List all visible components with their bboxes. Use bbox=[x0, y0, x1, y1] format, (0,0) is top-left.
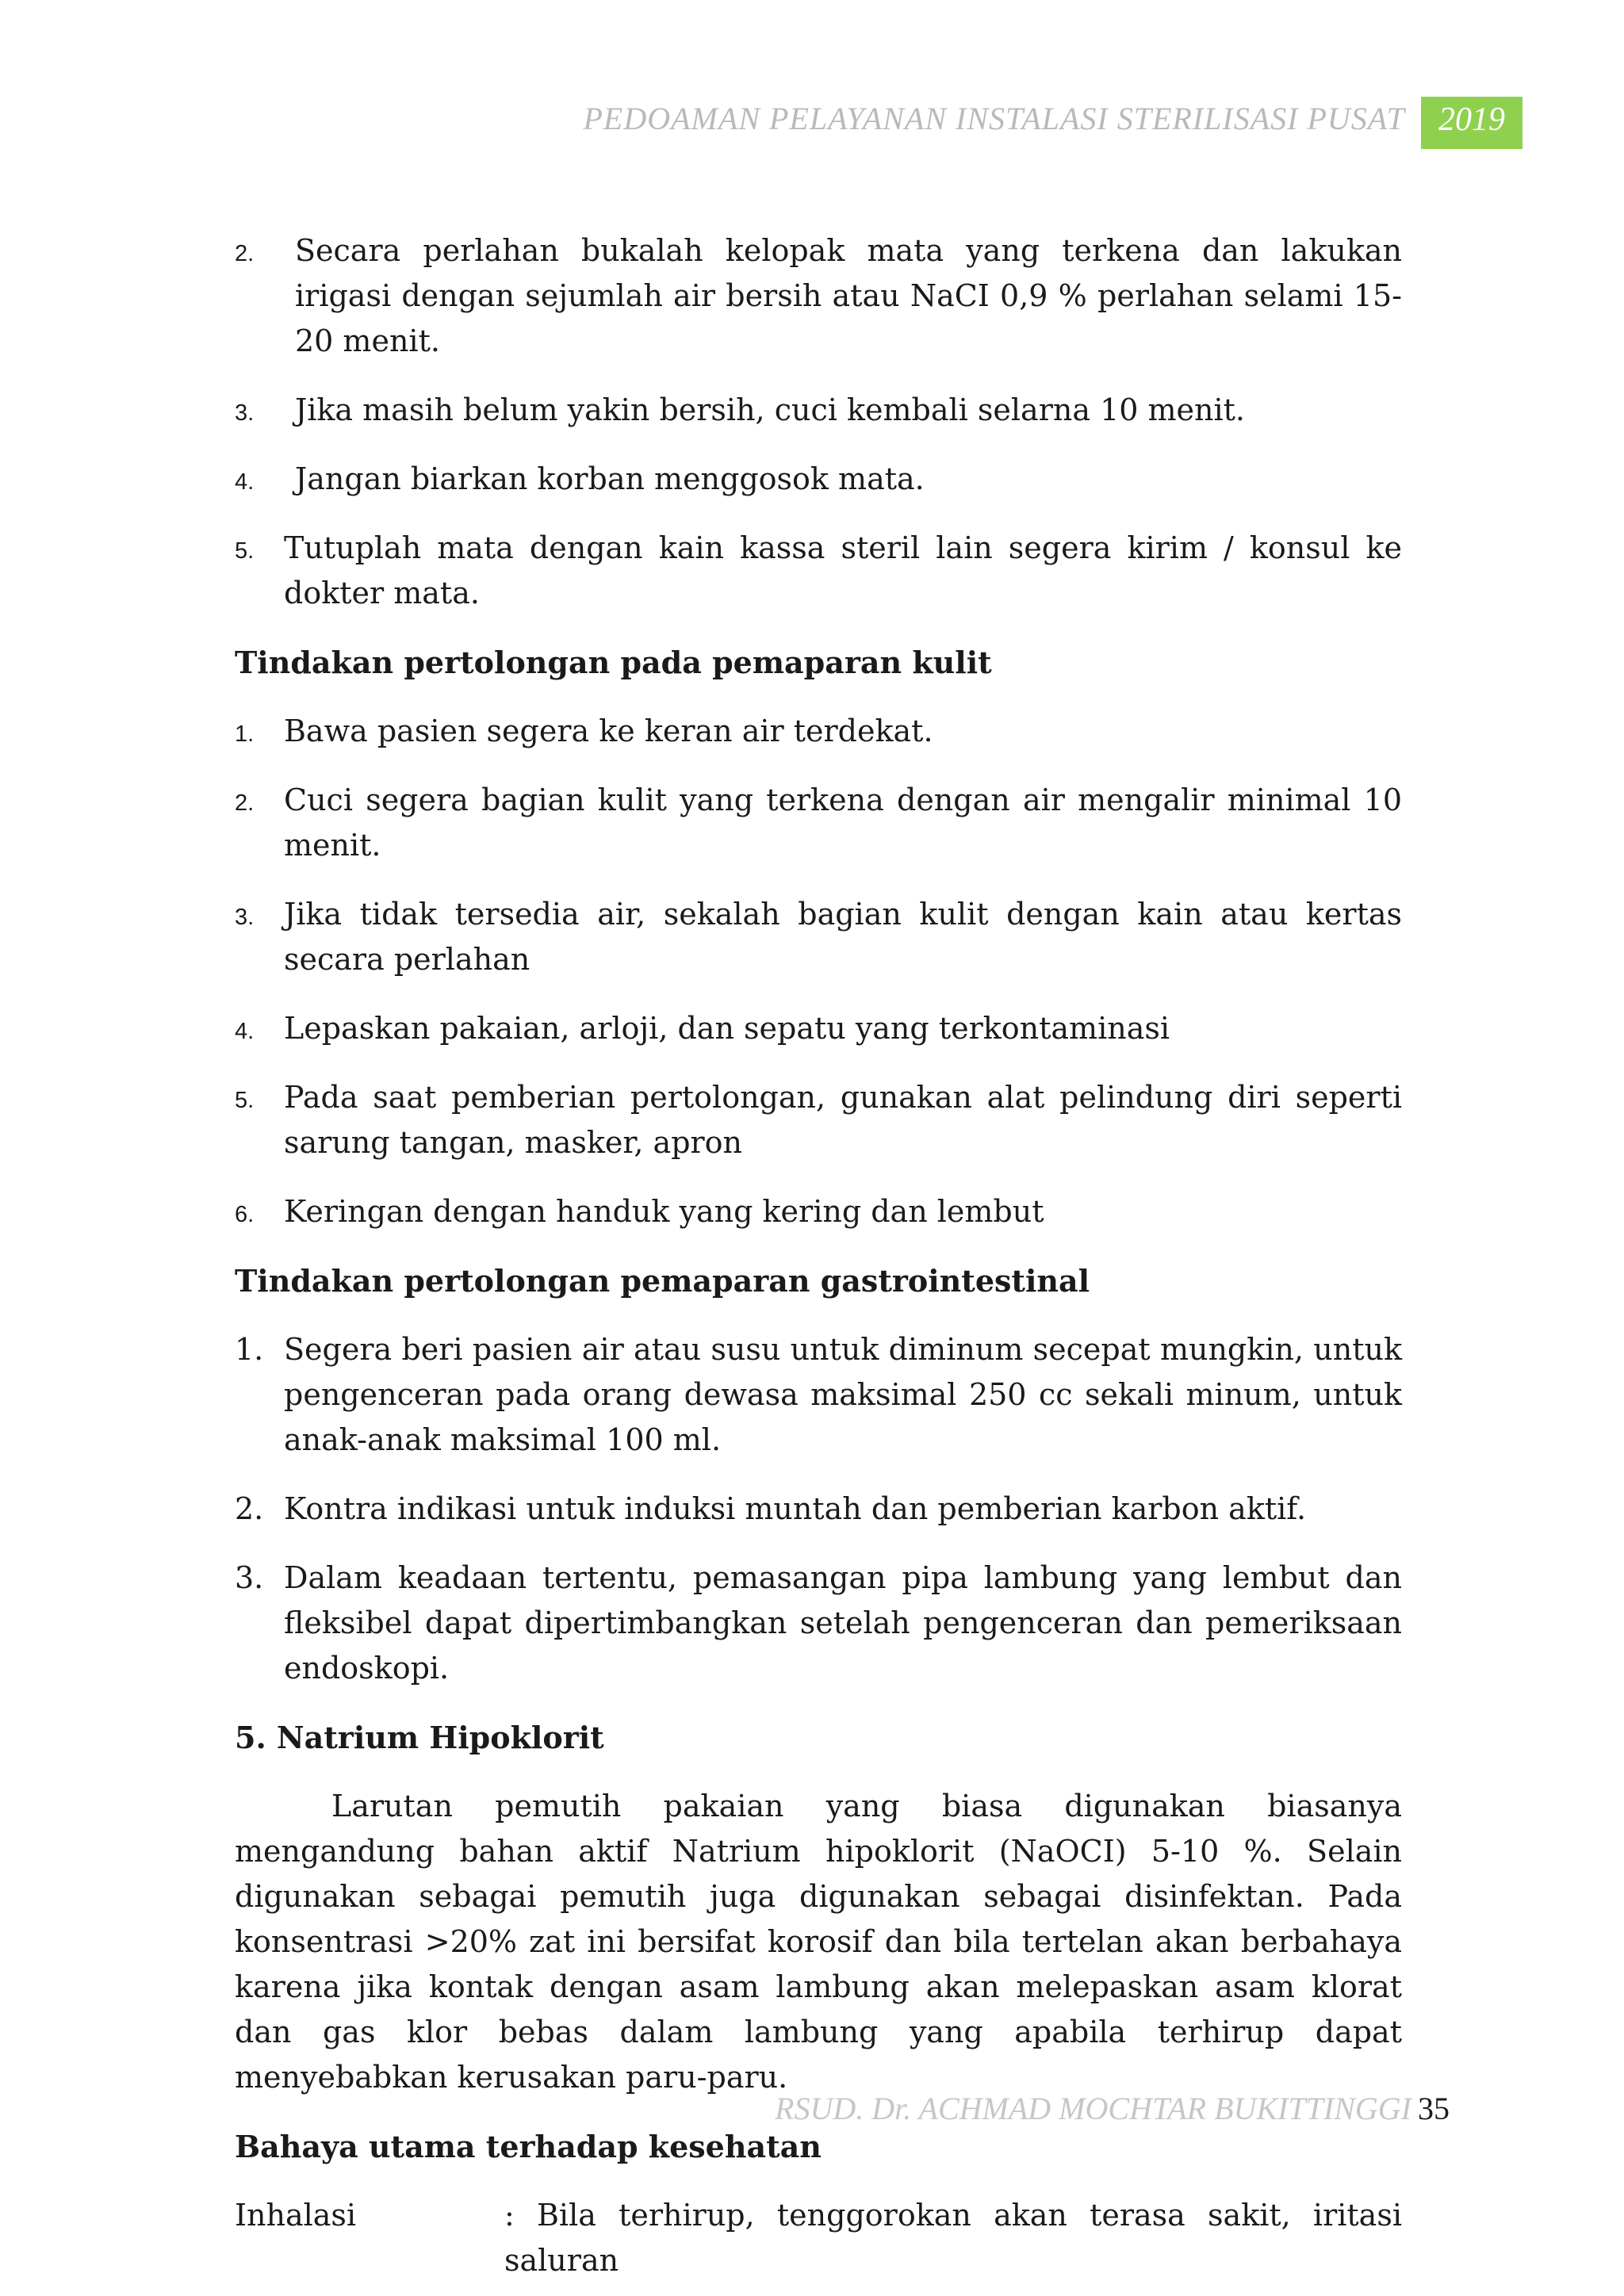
list-text: Pada saat pemberian pertolongan, gunakan alat pelindung diri seperti sarung tangan, masker, apron bbox=[284, 1080, 1402, 1160]
document-title: PEDOAMAN PELAYANAN INSTALASI STERILISASI PUSAT bbox=[583, 101, 1405, 136]
hospital-name: RSUD. Dr. ACHMAD MOCHTAR BUKITTINGGI bbox=[775, 2091, 1411, 2126]
list-item bbox=[235, 1556, 1402, 1691]
list-item bbox=[235, 457, 1402, 502]
list-number: 1. bbox=[235, 1332, 264, 1367]
list-text: Keringan dengan handuk yang kering dan lembut bbox=[284, 1194, 1044, 1229]
list-item bbox=[235, 892, 1402, 982]
list-text: Segera beri pasien air atau susu untuk diminum secepat mungkin, untuk pengenceran pada orang dewasa maksimal 250 cc sekali minum, untuk anak-anak maksimal 100 ml. bbox=[284, 1332, 1402, 1457]
list-item bbox=[235, 1006, 1402, 1051]
list-item bbox=[235, 1487, 1402, 1532]
list-item bbox=[235, 1075, 1402, 1165]
list-number: 3. bbox=[235, 400, 255, 426]
list-number: 4. bbox=[235, 469, 255, 495]
list-text: Dalam keadaan tertentu, pemasangan pipa lambung yang lembut dan fleksibel dapat dipertimbangkan setelah pengenceran dan pemeriksaan endoskopi. bbox=[284, 1560, 1402, 1686]
eye-steps-list bbox=[235, 228, 1402, 616]
list-item bbox=[235, 228, 1402, 364]
hazard-term: Inhalasi bbox=[235, 2198, 357, 2233]
list-text: Secara perlahan bukalah kelopak mata yang terkena dan lakukan irigasi dengan sejumlah air bersih atau NaCI 0,9 % perlahan selami 15-20 menit. bbox=[295, 233, 1402, 358]
list-text: Bawa pasien segera ke keran air terdekat. bbox=[284, 714, 933, 748]
list-item bbox=[235, 1327, 1402, 1463]
list-number: 6. bbox=[235, 1202, 255, 1227]
list-number: 2. bbox=[235, 241, 255, 266]
list-text: Cuci segera bagian kulit yang terkena dengan air mengalir minimal 10 menit. bbox=[284, 783, 1402, 863]
section-heading-natrium: 5. Natrium Hipoklorit bbox=[235, 1720, 604, 1755]
list-item bbox=[235, 526, 1402, 616]
list-number: 3. bbox=[235, 1560, 264, 1595]
page-footer bbox=[775, 2090, 1450, 2127]
list-item bbox=[235, 388, 1402, 433]
year-badge: 2019 bbox=[1421, 97, 1522, 149]
section-heading-hazard: Bahaya utama terhadap kesehatan bbox=[235, 2129, 822, 2164]
list-item bbox=[235, 778, 1402, 868]
section-heading-gastro: Tindakan pertolongan pemaparan gastrointestinal bbox=[235, 1263, 1090, 1299]
list-text: Jika masih belum yakin bersih, cuci kembali selarna 10 menit. bbox=[295, 392, 1246, 427]
list-text: Kontra indikasi untuk induksi muntah dan pemberian karbon aktif. bbox=[284, 1491, 1307, 1526]
page-number: 35 bbox=[1418, 2091, 1450, 2126]
list-number: 2. bbox=[235, 790, 255, 816]
list-number: 5. bbox=[235, 1088, 255, 1113]
list-text: Jika tidak tersedia air, sekalah bagian kulit dengan kain atau kertas secara perlahan bbox=[284, 897, 1402, 977]
hazard-description: : Bila terhirup, tenggorokan akan terasa sakit, iritasi saluran bbox=[504, 2198, 1402, 2278]
list-number: 4. bbox=[235, 1019, 255, 1044]
list-item bbox=[235, 1189, 1402, 1234]
list-text: Lepaskan pakaian, arloji, dan sepatu yang terkontaminasi bbox=[284, 1011, 1170, 1046]
list-item bbox=[235, 709, 1402, 754]
list-number: 3. bbox=[235, 905, 255, 930]
gastro-steps-list bbox=[235, 1327, 1402, 1691]
list-number: 1. bbox=[235, 721, 255, 747]
natrium-paragraph: Larutan pemutih pakaian yang biasa digunakan biasanya mengandung bahan aktif Natrium hipoklorit (NaOCI) 5-10 %. Selain digunakan sebagai pemutih juga digunakan sebagai disinfektan. Pada konsentrasi >20% zat ini bersifat korosif dan bila tertelan akan berbahaya karena jika kontak dengan asam lambung akan melepaskan asam klorat dan gas klor bebas dalam lambung yang apabila terhirup dapat menyebabkan kerusakan paru-paru. bbox=[235, 1789, 1402, 2095]
list-text: Tutuplah mata dengan kain kassa steril lain segera kirim / konsul ke dokter mata. bbox=[284, 530, 1402, 610]
hazard-definition-row bbox=[235, 2193, 1402, 2283]
list-number: 5. bbox=[235, 538, 255, 564]
section-heading-skin: Tindakan pertolongan pada pemaparan kulit bbox=[235, 645, 992, 680]
skin-steps-list bbox=[235, 709, 1402, 1234]
list-text: Jangan biarkan korban menggosok mata. bbox=[295, 461, 925, 496]
page-header bbox=[0, 97, 1624, 151]
list-number: 2. bbox=[235, 1491, 264, 1526]
page-content bbox=[235, 228, 1402, 2283]
